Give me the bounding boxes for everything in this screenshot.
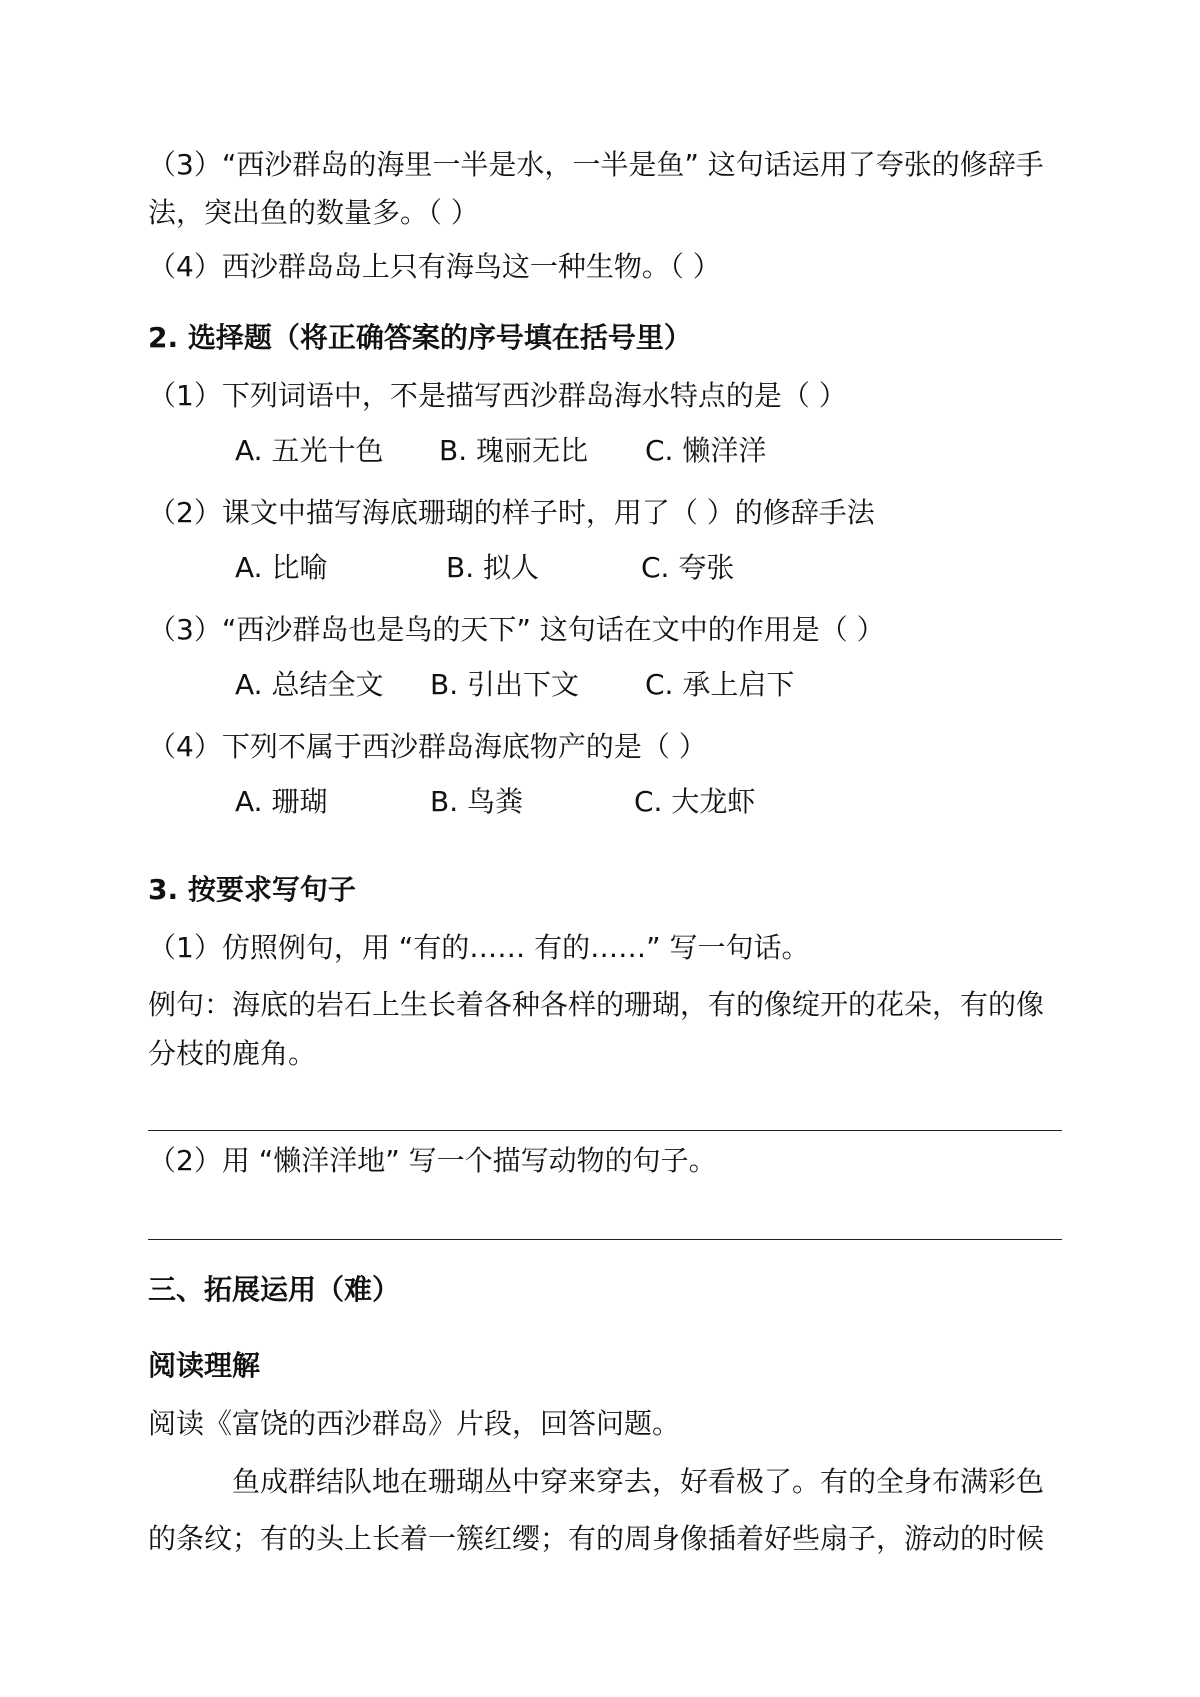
choice-3-option-b: B. 引出下文 bbox=[430, 668, 580, 701]
reading-subheading: 阅读理解 bbox=[148, 1349, 261, 1382]
choice-question-3: （3）“西沙群岛也是鸟的天下” 这句话在文中的作用是（ ） bbox=[148, 613, 885, 646]
choice-question-1: （1）下列词语中，不是描写西沙群岛海水特点的是（ ） bbox=[148, 379, 847, 412]
choice-question-4: （4）下列不属于西沙群岛海底物产的是（ ） bbox=[148, 730, 707, 763]
sentence-question-1: （1）仿照例句，用 “有的…… 有的……” 写一句话。 bbox=[148, 931, 810, 964]
example-sentence-line2: 分枝的鹿角。 bbox=[148, 1037, 317, 1070]
choice-1-option-b: B. 瑰丽无比 bbox=[439, 434, 589, 467]
passage-line1: 鱼成群结队地在珊瑚丛中穿来穿去，好看极了。有的全身布满彩色 bbox=[232, 1465, 1045, 1498]
choice-2-option-c: C. 夸张 bbox=[641, 551, 735, 584]
tf-question-3-line2: 法，突出鱼的数量多。（ ） bbox=[148, 196, 479, 229]
choice-4-option-a: A. 珊瑚 bbox=[235, 785, 328, 818]
choice-1-option-c: C. 懒洋洋 bbox=[645, 434, 767, 467]
answer-line-2[interactable] bbox=[148, 1239, 1062, 1240]
choice-2-option-a: A. 比喻 bbox=[235, 551, 328, 584]
choice-1-option-a: A. 五光十色 bbox=[235, 434, 384, 467]
choice-4-option-b: B. 鸟粪 bbox=[430, 785, 524, 818]
example-sentence-line1: 例句：海底的岩石上生长着各种各样的珊瑚，有的像绽开的花朵，有的像 bbox=[148, 988, 1045, 1021]
choice-question-2: （2）课文中描写海底珊瑚的样子时，用了（ ）的修辞手法 bbox=[148, 496, 875, 529]
choice-3-option-a: A. 总结全文 bbox=[235, 668, 384, 701]
tf-question-3-line1: （3）“西沙群岛的海里一半是水，一半是鱼” 这句话运用了夸张的修辞手 bbox=[148, 148, 1044, 181]
section-heading-choice: 2. 选择题（将正确答案的序号填在括号里） bbox=[148, 321, 692, 354]
choice-4-option-c: C. 大龙虾 bbox=[634, 785, 756, 818]
tf-question-4: （4）西沙群岛岛上只有海鸟这一种生物。（ ） bbox=[148, 250, 721, 283]
choice-3-option-c: C. 承上启下 bbox=[645, 668, 795, 701]
answer-line-1[interactable] bbox=[148, 1130, 1062, 1131]
section-heading-sentences: 3. 按要求写句子 bbox=[148, 873, 356, 906]
part3-heading: 三、拓展运用（难） bbox=[148, 1273, 401, 1306]
sentence-question-2: （2）用 “懒洋洋地” 写一个描写动物的句子。 bbox=[148, 1144, 717, 1177]
passage-line2: 的条纹；有的头上长着一簇红缨；有的周身像插着好些扇子，游动的时候 bbox=[148, 1522, 1045, 1555]
reading-instruction: 阅读《富饶的西沙群岛》片段，回答问题。 bbox=[148, 1407, 681, 1440]
choice-2-option-b: B. 拟人 bbox=[446, 551, 540, 584]
